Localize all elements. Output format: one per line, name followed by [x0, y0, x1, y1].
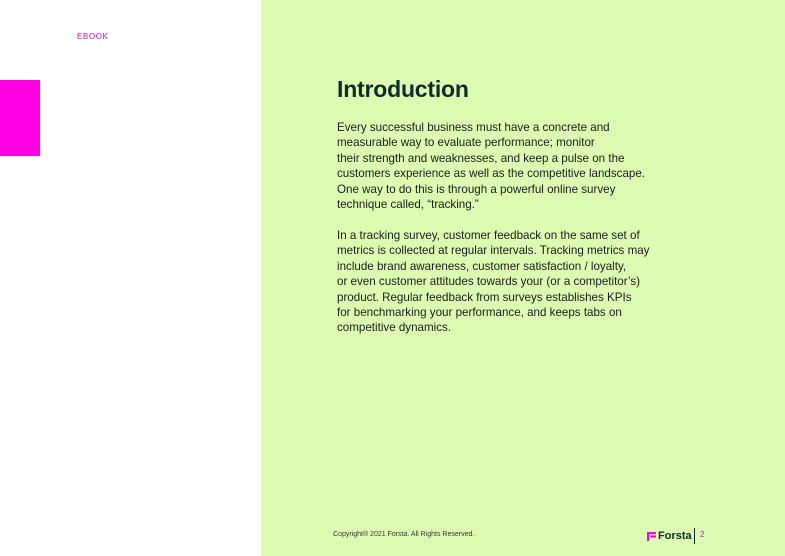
page-number: 2 [700, 530, 705, 539]
paragraph-line: product. Regular feedback from surveys establishes KPIs [337, 290, 632, 304]
paragraph-line: or even customer attitudes towards your (or a competitor’s) [337, 275, 641, 289]
paragraph-line: Every successful business must have a concrete and [337, 121, 610, 134]
accent-block [0, 80, 40, 156]
copyright-text: Copyright® 2021 Forsta. All Rights Reserved. [333, 531, 475, 538]
paragraph-line: competitive dynamics. [337, 321, 452, 335]
page-title: Introduction [337, 76, 469, 102]
paragraph-line: technique called, “tracking.” [337, 198, 479, 212]
intro-paragraph-1 [337, 120, 697, 212]
paragraph-line: customers experience as well as the competitive landscape. [337, 167, 646, 181]
paragraph-line: measurable way to evaluate performance; monitor [337, 136, 595, 150]
intro-paragraph-2 [337, 228, 697, 336]
ebook-label: EBOOK [77, 32, 109, 41]
paragraph-line: their strength and weaknesses, and keep a pulse on the [337, 151, 625, 165]
forsta-logo-icon [647, 532, 656, 541]
paragraph-line: One way to do this is through a powerful online survey [337, 182, 616, 196]
logo-wordmark: Forsta [658, 530, 692, 542]
paragraph-line: for benchmarking your performance, and keeps tabs on [337, 306, 622, 320]
paragraph-line: include brand awareness, customer satisfaction / loyalty, [337, 259, 627, 273]
forsta-logo [647, 529, 692, 543]
paragraph-line: metrics is collected at regular intervals. Tracking metrics may [337, 244, 650, 258]
footer-divider [694, 528, 695, 544]
paragraph-line: In a tracking survey, customer feedback on the same set of [337, 229, 640, 242]
